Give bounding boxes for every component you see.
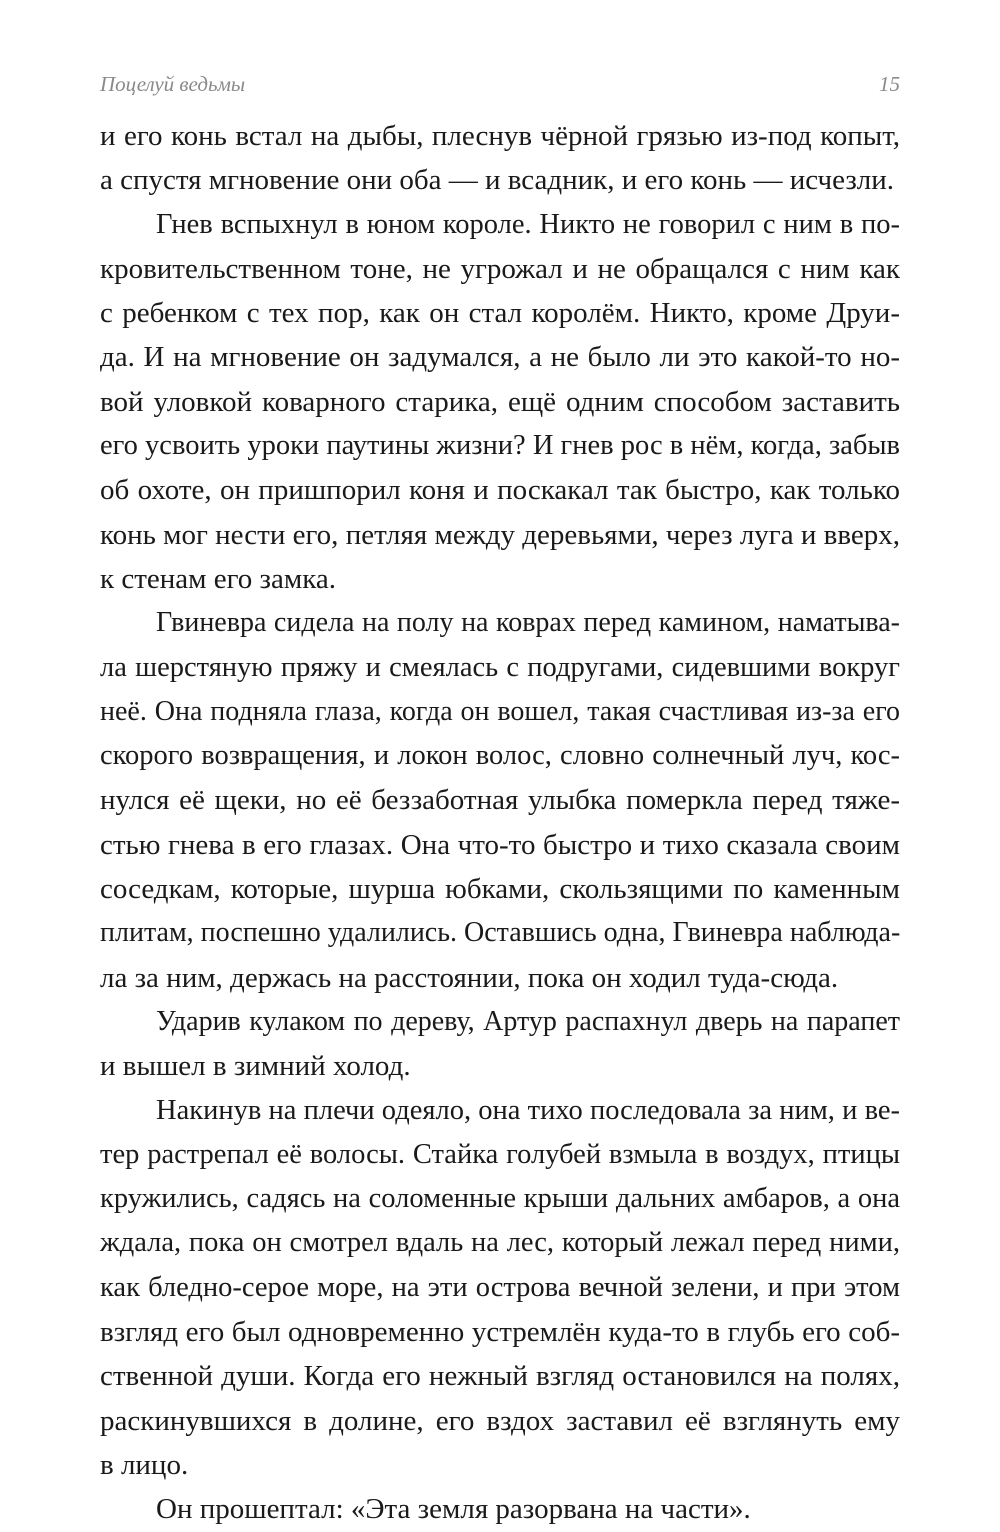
text-line: взгляд его был одновременно устремлён куда-то в глубь его соб- bbox=[100, 1316, 900, 1349]
text-line: и его конь встал на дыбы, плеснув чёрной грязью из-под копыт, bbox=[100, 120, 900, 152]
text-line: с ребенком с тех пор, как он стал королём. Никто, кроме Друи- bbox=[100, 297, 900, 330]
text-line: Накинув на плечи одеяло, она тихо последовала за ним, и ве- bbox=[156, 1094, 900, 1126]
text-line: Он прошептал: «Эта земля разорвана на части». bbox=[156, 1493, 751, 1526]
text-line: кружились, садясь на соломенные крыши дальних амбаров, а она bbox=[100, 1183, 900, 1215]
text-line: конь мог нести его, петляя между деревьями, через луга и вверх, bbox=[100, 518, 900, 551]
text-line: об охоте, он пришпорил коня и поскакал так быстро, как только bbox=[100, 474, 900, 507]
text-line: стью гнева в его глазах. Она что-то быстро и тихо сказала своим bbox=[100, 828, 900, 861]
paragraph bbox=[100, 1000, 900, 1089]
text-line: ственной души. Когда его нежный взгляд остановился на полях, bbox=[100, 1360, 900, 1393]
book-title: Поцелуй ведьмы bbox=[100, 72, 246, 96]
text-line: ждала, пока он смотрел вдаль на лес, который лежал перед ними, bbox=[100, 1227, 900, 1259]
text-line: ла шерстяную пряжу и смеялась с подругами, сидевшими вокруг bbox=[100, 651, 900, 683]
paragraph bbox=[100, 1487, 900, 1531]
text-line: тер растрепал её волосы. Стайка голубей взмыла в воздух, птицы bbox=[100, 1138, 900, 1170]
text-line: нулся её щеки, но её беззаботная улыбка померкла перед тяже- bbox=[100, 784, 900, 817]
text-line: плитам, поспешно удалились. Оставшись одна, Гвиневра наблюда- bbox=[100, 917, 901, 949]
text-line: как бледно-серое море, на эти острова вечной зелени, и при этом bbox=[100, 1271, 900, 1303]
text-line: кровительственном тоне, не угрожал и не обращался с ним как bbox=[100, 252, 900, 285]
text-line: неё. Она подняла глаза, когда он вошел, такая счастливая из-за его bbox=[100, 695, 900, 727]
running-header bbox=[100, 72, 900, 102]
paragraph bbox=[100, 601, 900, 1000]
text-line: Гнев вспыхнул в юном короле. Никто не говорил с ним в по- bbox=[156, 208, 900, 240]
text-line: к стенам его замка. bbox=[100, 562, 336, 595]
text-line: а спустя мгновение они оба — и всадник, и его конь — исчезли. bbox=[100, 164, 895, 197]
text-line: в лицо. bbox=[100, 1448, 189, 1481]
paragraph bbox=[100, 114, 900, 203]
page-number: 15 bbox=[879, 72, 900, 96]
paragraph bbox=[100, 1089, 900, 1488]
body-text bbox=[100, 114, 900, 1532]
text-line: соседкам, которые, шурша юбками, скользящими по каменным bbox=[100, 873, 900, 906]
text-line: раскинувшихся в долине, его вздох заставил её взглянуть ему bbox=[100, 1404, 900, 1437]
text-line: Ударив кулаком по дереву, Артур распахнул дверь на парапет bbox=[156, 1005, 900, 1037]
paragraph bbox=[100, 203, 900, 602]
text-line: вой уловкой коварного старика, ещё одним способом заставить bbox=[100, 385, 900, 418]
text-line: скорого возвращения, и локон волос, словно солнечный луч, кос- bbox=[100, 740, 900, 772]
text-line: Гвиневра сидела на полу на коврах перед камином, наматыва- bbox=[156, 607, 900, 639]
text-line: ла за ним, держась на расстоянии, пока он ходил туда-сюда. bbox=[100, 961, 839, 994]
text-line: его усвоить уроки паутины жизни? И гнев рос в нём, когда, забыв bbox=[100, 430, 900, 462]
text-line: и вышел в зимний холод. bbox=[100, 1050, 411, 1083]
text-line: да. И на мгновение он задумался, а не было ли это какой-то но- bbox=[100, 341, 900, 374]
